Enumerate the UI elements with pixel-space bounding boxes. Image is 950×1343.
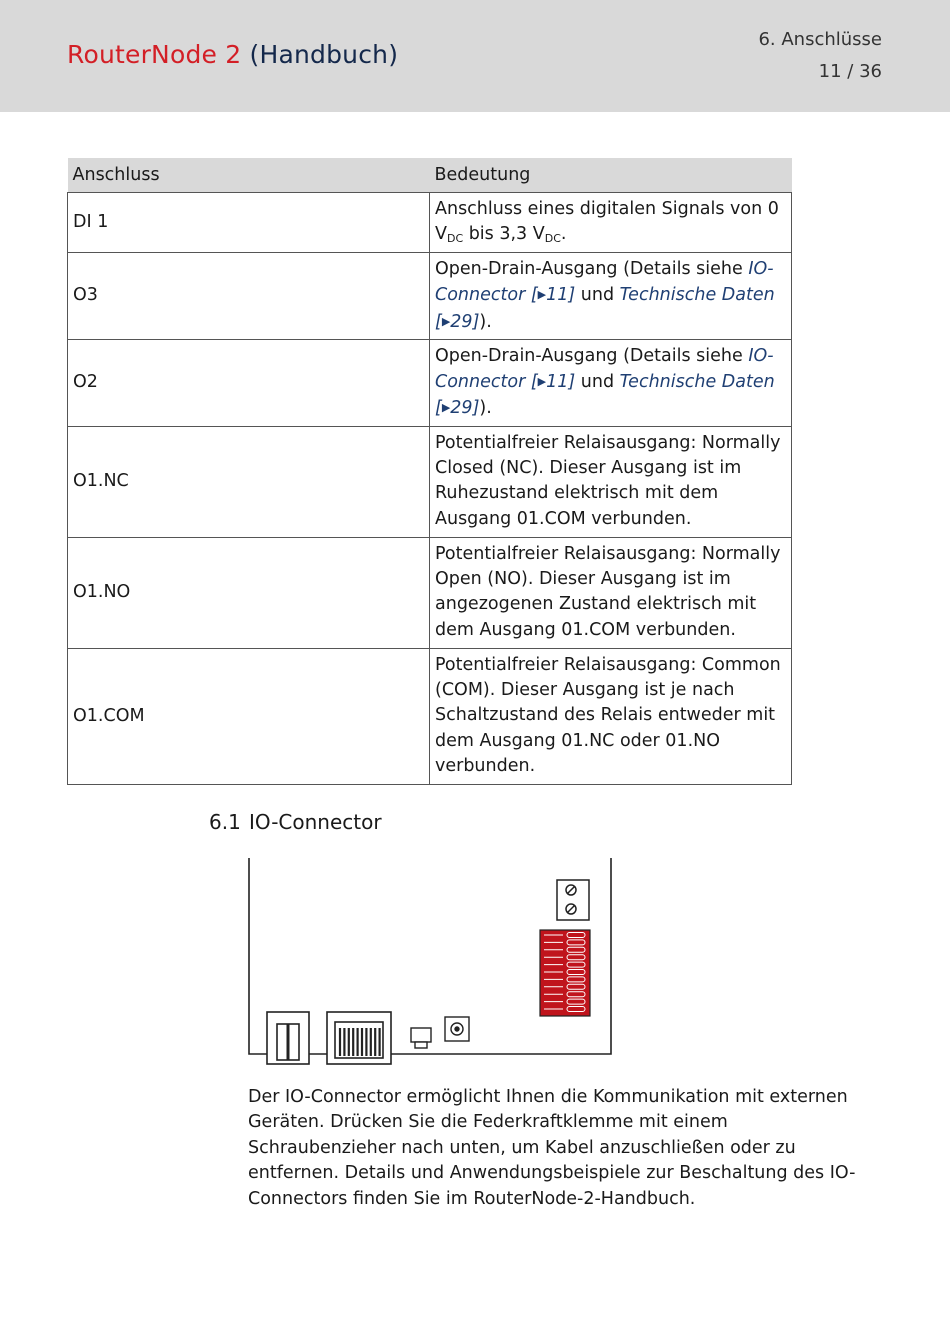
connector-name: O2 xyxy=(68,339,430,426)
screw-terminal xyxy=(557,880,589,920)
table-row xyxy=(68,648,792,784)
connector-description: Open-Drain-Ausgang (Details siehe IO-Connector [▶11] und Technische Daten [▶29]). xyxy=(430,253,792,340)
page-reference-arrow-icon: ▶ xyxy=(537,288,547,302)
connector-description: Anschluss eines digitalen Signals von 0 $V_{DC}$ bis 3,3 $V_{DC}$. xyxy=(430,193,792,253)
document-subtitle: (Handbuch) xyxy=(249,40,399,69)
io-connector-figure xyxy=(247,856,615,1070)
connector-description: Potentialfreier Relaisausgang: Common (COM). Dieser Ausgang ist je nach Schaltzustand des Relais entweder mit dem Ausgang 01.NC oder 01.NO verbunden. xyxy=(430,648,792,784)
section-heading xyxy=(209,810,382,834)
board-drawing xyxy=(247,856,615,1066)
section-title: IO-Connector xyxy=(249,810,382,834)
document-title xyxy=(67,40,398,69)
body-paragraph: Der IO-Connector ermöglicht Ihnen die Kommunikation mit externen Geräten. Drücken Sie die Federkraftklemme mit einem Schraubenzieher nach unten, um Kabel anzuschließen oder zu entfernen. Details und Anwendungsbeispiele zur Beschaltung des IO-Connectors finden Sie im RouterNode-2-Handbuch. xyxy=(248,1087,856,1209)
dc-jack xyxy=(445,1017,469,1041)
page-reference-arrow-icon: ▶ xyxy=(441,401,451,415)
section-number: 6.1 xyxy=(209,810,241,834)
usb-port xyxy=(411,1028,431,1048)
connector-description: Potentialfreier Relaisausgang: Normally Closed (NC). Dieser Ausgang ist im Ruhezustand elektrisch mit dem Ausgang 01.COM verbunden. xyxy=(430,426,792,537)
terminal-strip xyxy=(327,1012,391,1064)
page-number: 11 / 36 xyxy=(818,61,882,82)
table-row xyxy=(68,426,792,537)
table-header-row xyxy=(68,158,792,193)
link-io-connector[interactable]: IO-Connector [▶11] xyxy=(435,259,774,306)
table-row xyxy=(68,193,792,253)
link-io-connector[interactable]: IO-Connector [▶11] xyxy=(435,345,774,393)
column-header-anschluss: Anschluss xyxy=(68,158,430,193)
connector-description: Potentialfreier Relaisausgang: Normally Open (NO). Dieser Ausgang ist im angezogenen Zustand elektrisch mit dem Ausgang 01.COM verbunden. xyxy=(430,537,792,648)
table-row xyxy=(68,253,792,340)
table-row xyxy=(68,339,792,426)
column-header-bedeutung: Bedeutung xyxy=(430,158,792,193)
connector-description: Open-Drain-Ausgang (Details siehe IO-Connector [▶11] und Technische Daten [▶29]). xyxy=(430,339,792,426)
connection-table xyxy=(67,158,792,785)
link-technische-daten[interactable]: Technische Daten [▶29] xyxy=(435,285,775,332)
connector-name: O1.COM xyxy=(68,648,430,784)
page-reference-arrow-icon: ▶ xyxy=(441,314,451,328)
page-reference-arrow-icon: ▶ xyxy=(537,375,547,389)
brand-name: RouterNode 2 xyxy=(67,40,242,69)
connector-name: O1.NO xyxy=(68,537,430,648)
connector-name: DI 1 xyxy=(68,193,430,253)
connector-name: O1.NC xyxy=(68,426,430,537)
table-row xyxy=(68,537,792,648)
page-header xyxy=(0,0,950,112)
link-technische-daten[interactable]: Technische Daten [▶29] xyxy=(435,372,775,419)
rj45-jack xyxy=(267,1012,309,1064)
io-connector-block xyxy=(540,930,590,1016)
connector-name: O3 xyxy=(68,253,430,340)
chapter-title: 6. Anschlüsse xyxy=(758,29,882,50)
